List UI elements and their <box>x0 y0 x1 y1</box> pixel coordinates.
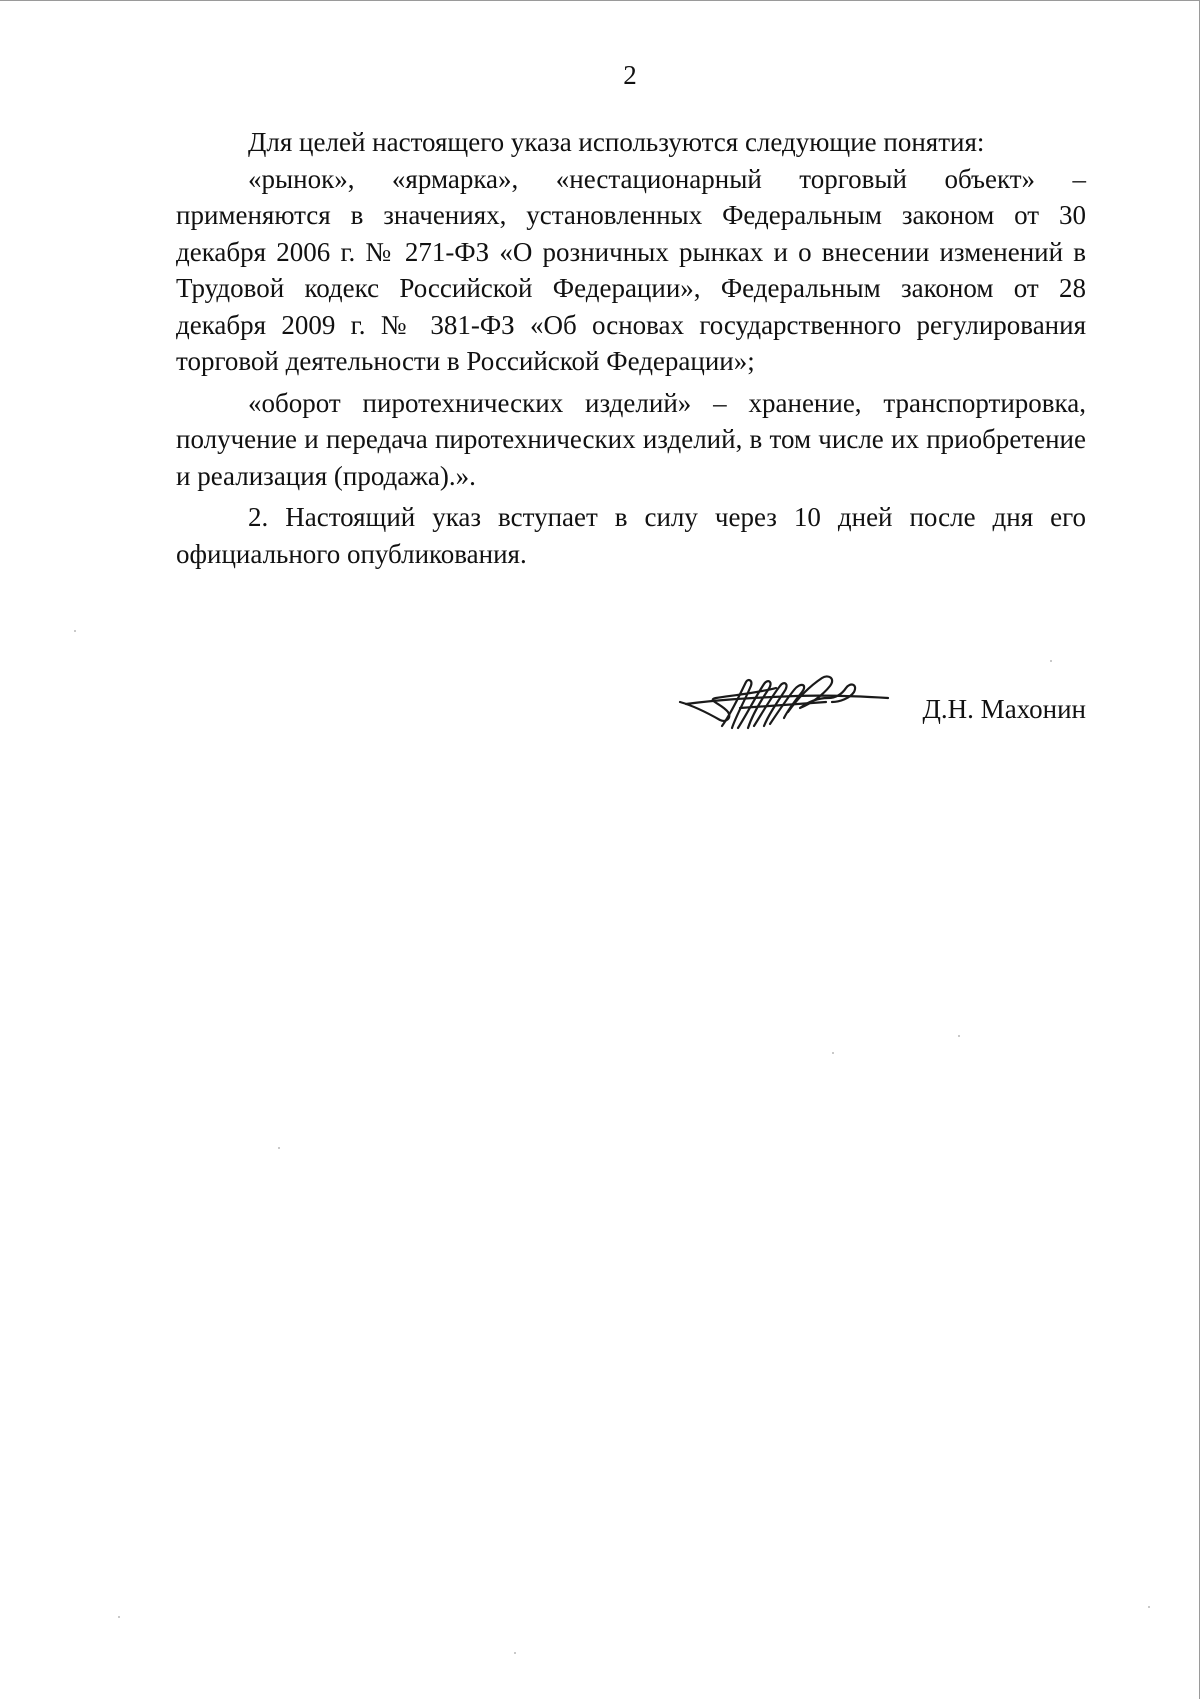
scan-speck <box>1148 1606 1150 1608</box>
scan-speck <box>118 1616 120 1618</box>
scan-edge-top <box>0 0 1200 1</box>
page-number: 2 <box>623 60 637 90</box>
scan-speck <box>1050 660 1052 662</box>
paragraph-market-definition: «рынок», «ярмарка», «нестационарный торговый объект» – применяются в значениях, установленных Федеральным законом от 30 декабря 2006 г. № 271-ФЗ «О розничных рынках и о внесении изменений в Трудовой кодекс Российской Федерации», Федеральным законом от 28 декабря 2009 г. № 381-ФЗ «Об основах государственного регулирования торговой деятельности в Российской Федерации»; <box>176 163 1086 376</box>
scan-speck <box>74 630 76 632</box>
signer-name: Д.Н. Махонин <box>922 694 1086 724</box>
paragraph-pyrotechnics-definition: «оборот пиротехнических изделий» – хранение, транспортировка, получение и передача пиротехнических изделий, в том числе их приобретение и реализация (продажа).». <box>176 387 1086 491</box>
paragraph-entry-into-force: 2. Настоящий указ вступает в силу через 10 дней после дня его официального опубликования. <box>176 502 1086 569</box>
handwritten-signature-icon <box>676 668 898 734</box>
document-body <box>176 124 1086 572</box>
scan-speck <box>832 1052 834 1054</box>
scan-speck <box>278 1147 280 1149</box>
signature-block <box>0 668 1200 738</box>
scan-speck <box>514 1652 516 1654</box>
scan-speck <box>958 1035 960 1037</box>
paragraph-definitions-intro: Для целей настоящего указа используются следующие понятия: <box>248 127 985 157</box>
